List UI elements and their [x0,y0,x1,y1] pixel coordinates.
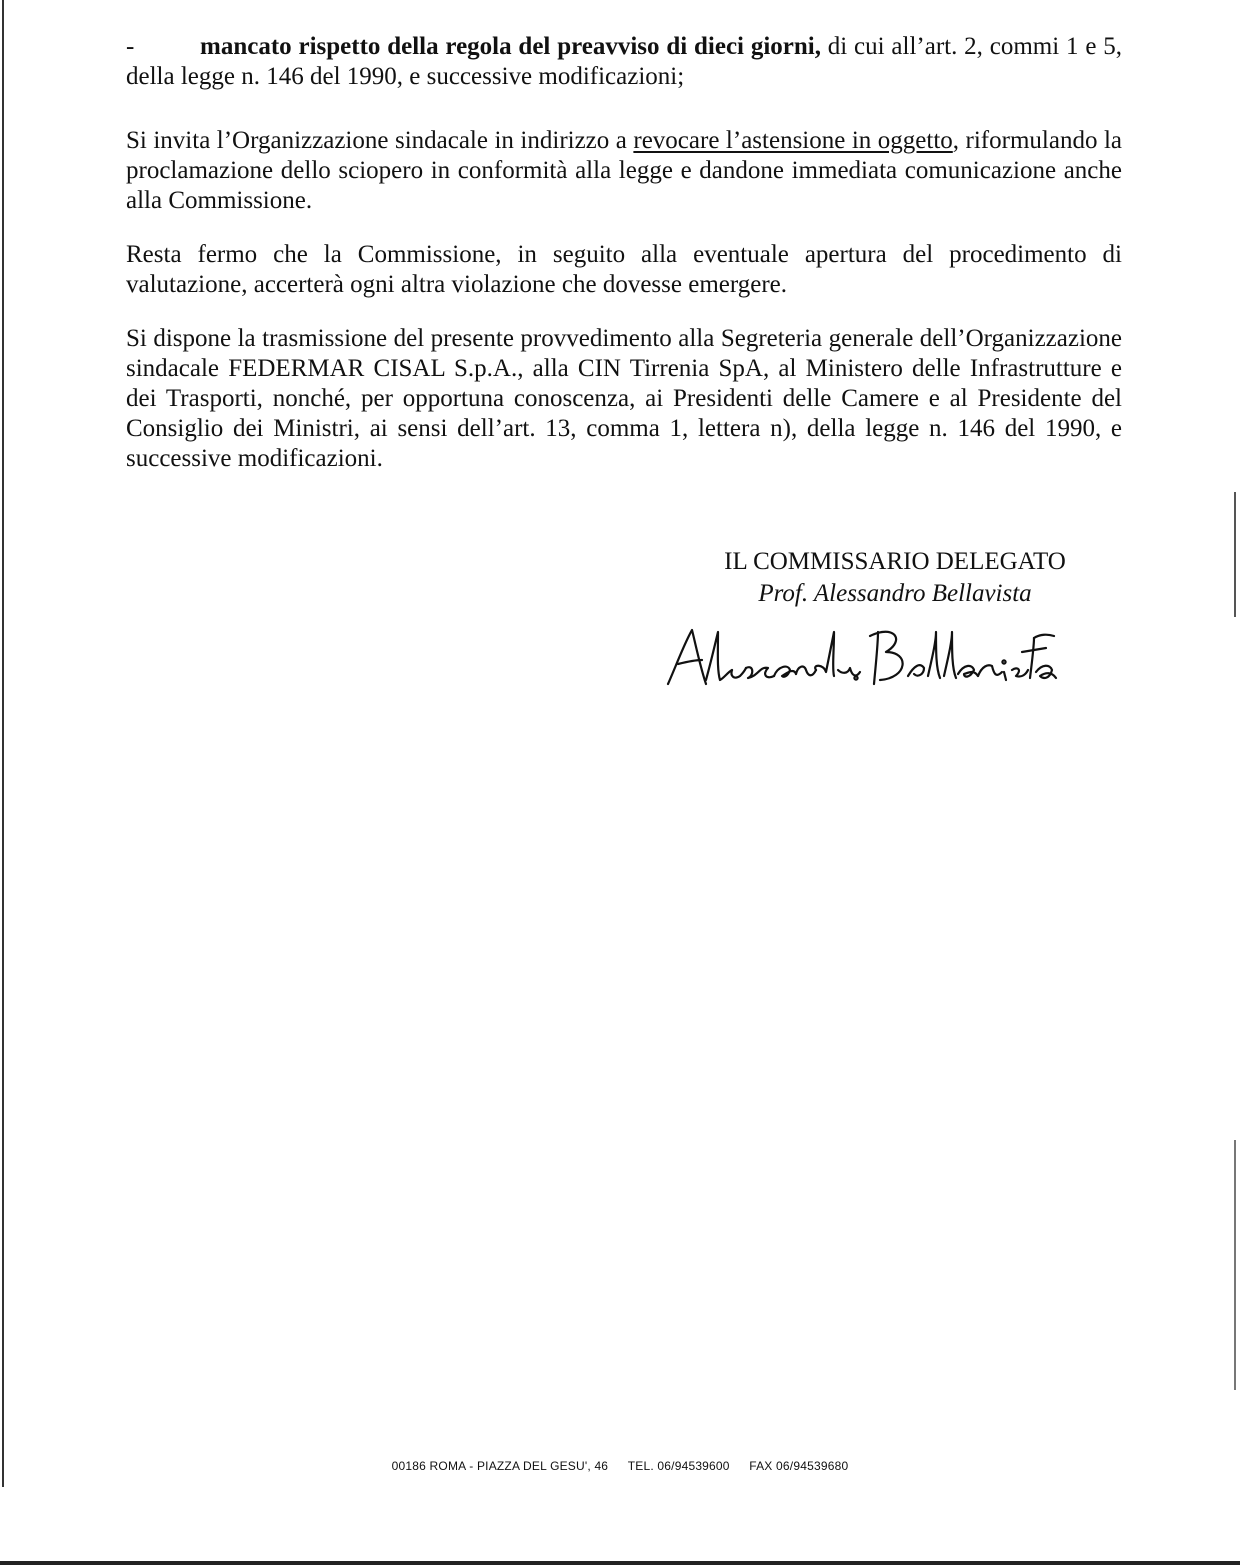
footer-fax: FAX 06/94539680 [749,1459,849,1473]
scan-edge-left [2,0,4,1487]
paragraph-preavviso [126,32,1122,92]
violation-detail-text: di cui all’art. 2, commi 1 e 5, della legge n. 146 del 1990, e successive modificazioni; [126,33,1122,90]
handwritten-signature [662,618,1062,698]
footer-address: 00186 ROMA - PIAZZA DEL GESU', 46 [391,1459,609,1473]
list-dash: - [126,33,135,60]
signatory-name: Prof. Alessandro Bellavista [758,580,1032,607]
paragraph-resta-fermo: Resta fermo che la Commissione, in seguito alla eventuale apertura del procedimento di valutazione, accerterà ogni altra violazione che dovesse emergere. [126,241,1122,298]
paragraph-trasmissione: Si dispone la trasmissione del presente provvedimento alla Segreteria generale dell’Organizzazione sindacale FEDERMAR CISAL S.p.A., alla CIN Tirrenia SpA, al Ministero delle Infrastrutture e dei Trasporti, nonché, per opportuna conoscenza, ai Presidenti delle Camere e al Presidente del Consiglio dei Ministri, ai sensi dell’art. 13, comma 1, lettera n), della legge n. 146 del 1990, e successive modificazioni. [126,325,1122,472]
scan-edge-right [1234,1140,1236,1390]
scan-edge-right [1234,492,1236,617]
underlined-request: revocare l’astensione in oggetto [633,127,953,154]
paragraph-invito [126,126,1122,216]
scan-edge-bottom [0,1561,1240,1565]
signatory-role: IL COMMISSARIO DELEGATO [724,548,1066,575]
bold-violation-text: mancato rispetto della regola del preavviso di dieci giorni, [200,33,821,60]
invite-text-end: , riformulando la proclamazione dello sciopero in conformità alla legge e dandone immediata comunicazione anche alla Commissione. [126,127,1122,214]
page-footer [0,1459,1240,1473]
signature-block [690,546,1100,610]
invite-text-start: Si invita l’Organizzazione sindacale in indirizzo a [126,127,634,154]
footer-telephone: TEL. 06/94539600 [627,1459,730,1473]
